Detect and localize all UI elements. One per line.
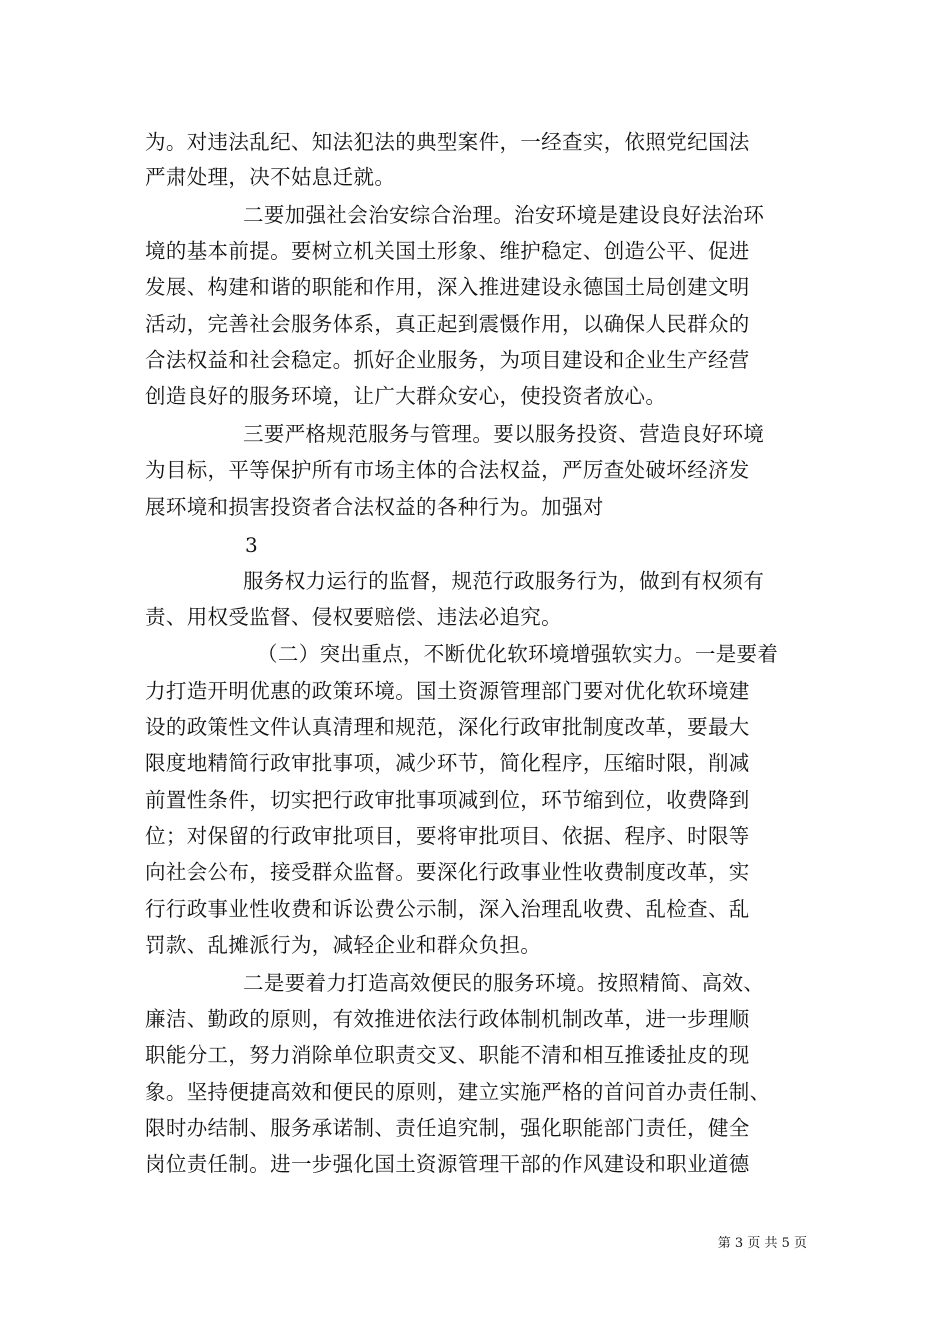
text-line: 二要加强社会治安综合治理。治安环境是建设良好法治环 [243,203,765,227]
text-line: 责、用权受监督、侵权要赔偿、违法必追究。 [145,605,562,629]
text-line: （二）突出重点，不断优化软环境增强软实力。一是要着 [257,642,779,666]
text-line: 展环境和损害投资者合法权益的各种行为。加强对 [145,495,604,519]
text-line: 三要严格规范服务与管理。要以服务投资、营造良好环境 [243,422,765,446]
text-line: 岗位责任制。进一步强化国土资源管理干部的作风建设和职业道德 [145,1152,750,1176]
text-line: 限度地精简行政审批事项，减少环节，简化程序，压缩时限，削减 [145,751,750,775]
text-line: 罚款、乱摊派行为，减轻企业和群众负担。 [145,933,542,957]
text-line: 行行政事业性收费和诉讼费公示制，深入治理乱收费、乱检查、乱 [145,897,750,921]
text-line: 廉洁、勤政的原则，有效推进依法行政体制机制改革，进一步理顺 [145,1007,750,1031]
text-line: 前置性条件，切实把行政审批事项减到位，环节缩到位，收费降到 [145,788,750,812]
text-line: 职能分工，努力消除单位职责交叉、职能不清和相互推诿扯皮的现 [145,1043,750,1067]
text-line: 活动，完善社会服务体系，真正起到震慑作用，以确保人民群众的 [145,312,750,336]
text-line: 为目标，平等保护所有市场主体的合法权益，严厉查处破坏经济发 [145,458,750,482]
text-line: 限时办结制、服务承诺制、责任追究制，强化职能部门责任，健全 [145,1116,750,1140]
text-line: 位；对保留的行政审批项目，要将审批项目、依据、程序、时限等 [145,824,750,848]
text-line: 合法权益和社会稳定。抓好企业服务，为项目建设和企业生产经营 [145,348,750,372]
text-line: 发展、构建和谐的职能和作用，深入推进建设永德国土局创建文明 [145,275,750,299]
inline-page-number: 3 [245,533,258,557]
text-line: 设的政策性文件认真清理和规范，深化行政审批制度改革，要最大 [145,715,750,739]
text-line: 境的基本前提。要树立机关国土形象、维护稳定、创造公平、促进 [145,239,750,263]
text-line: 为。对违法乱纪、知法犯法的典型案件，一经查实，依照党纪国法 [145,130,750,154]
text-line: 服务权力运行的监督，规范行政服务行为，做到有权须有 [243,569,765,593]
text-line: 严肃处理，决不姑息迁就。 [145,165,396,189]
text-line: 象。坚持便捷高效和便民的原则，建立实施严格的首问首办责任制、 [145,1080,771,1104]
text-line: 二是要着力打造高效便民的服务环境。按照精简、高效、 [243,971,765,995]
text-line: 力打造开明优惠的政策环境。国土资源管理部门要对优化软环境建 [145,679,750,703]
text-line: 创造良好的服务环境，让广大群众安心，使投资者放心。 [145,384,667,408]
page-footer: 第 3 页 共 5 页 [717,1236,807,1251]
text-line: 向社会公布，接受群众监督。要深化行政事业性收费制度改革，实 [145,860,750,884]
